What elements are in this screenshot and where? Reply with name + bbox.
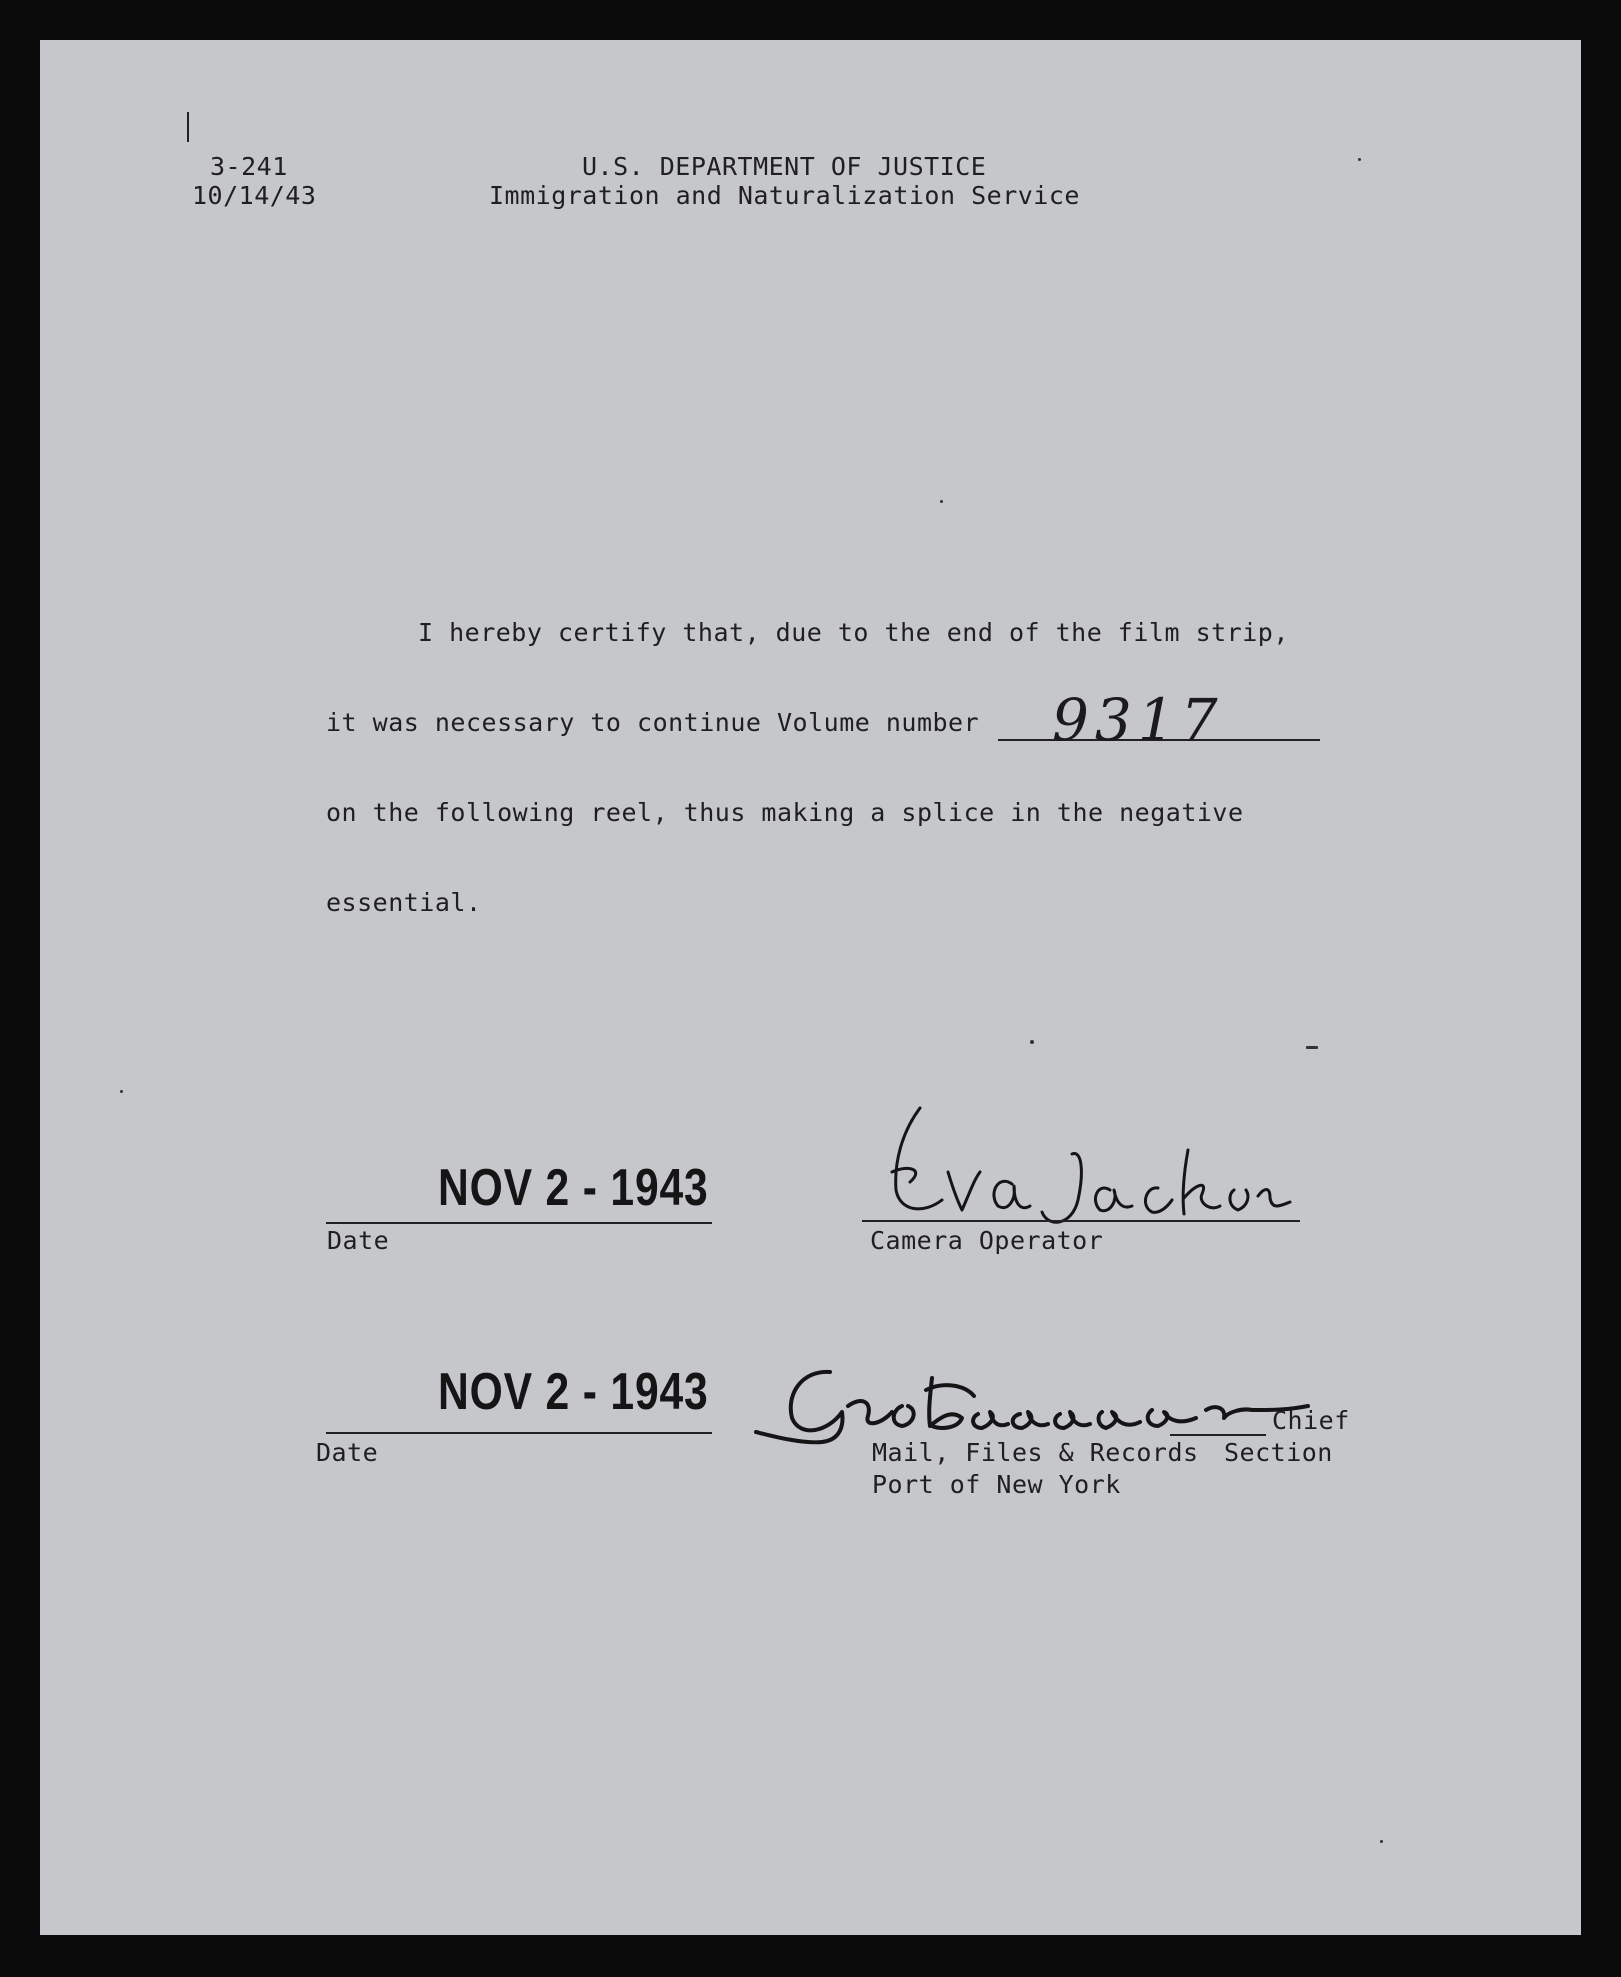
date-label-2: Date [316, 1438, 379, 1467]
signature-line-2 [1170, 1434, 1266, 1436]
certification-line-2: it was necessary to continue Volume number [326, 708, 980, 737]
scan-speck [1030, 1040, 1034, 1044]
volume-number: 9317 [1052, 686, 1224, 754]
scan-speck [120, 1090, 123, 1093]
form-number: 3-241 [210, 152, 288, 181]
scan-speck [1358, 158, 1361, 161]
date-line-1 [326, 1222, 712, 1224]
office-title-line-2: Port of New York [872, 1470, 1121, 1499]
signature-line-1 [862, 1220, 1300, 1222]
department-heading: U.S. DEPARTMENT OF JUSTICE [582, 152, 987, 181]
form-date: 10/14/43 [192, 181, 317, 210]
certification-line-4: essential. [326, 888, 482, 917]
office-title-line-1: Mail, Files & Records [872, 1438, 1199, 1467]
scan-speck [1380, 1840, 1383, 1843]
scan-speck [1306, 1046, 1318, 1049]
certification-line-3: on the following reel, thus making a splice in the negative [326, 798, 1244, 827]
section-title: Section [1224, 1438, 1333, 1467]
date-stamp-2: NOV 2 - 1943 [438, 1363, 709, 1421]
service-heading: Immigration and Naturalization Service [489, 181, 1080, 210]
certification-line-1: I hereby certify that, due to the end of the film strip, [418, 618, 1289, 647]
date-line-2 [326, 1432, 712, 1434]
scan-speck [940, 500, 943, 503]
date-stamp-1: NOV 2 - 1943 [438, 1159, 709, 1217]
date-label-1: Date [327, 1226, 390, 1255]
document-page [40, 40, 1581, 1935]
camera-operator-signature [862, 1102, 1302, 1232]
chief-title: Chief [1272, 1406, 1350, 1435]
margin-mark [187, 112, 189, 142]
camera-operator-title: Camera Operator [870, 1226, 1104, 1255]
